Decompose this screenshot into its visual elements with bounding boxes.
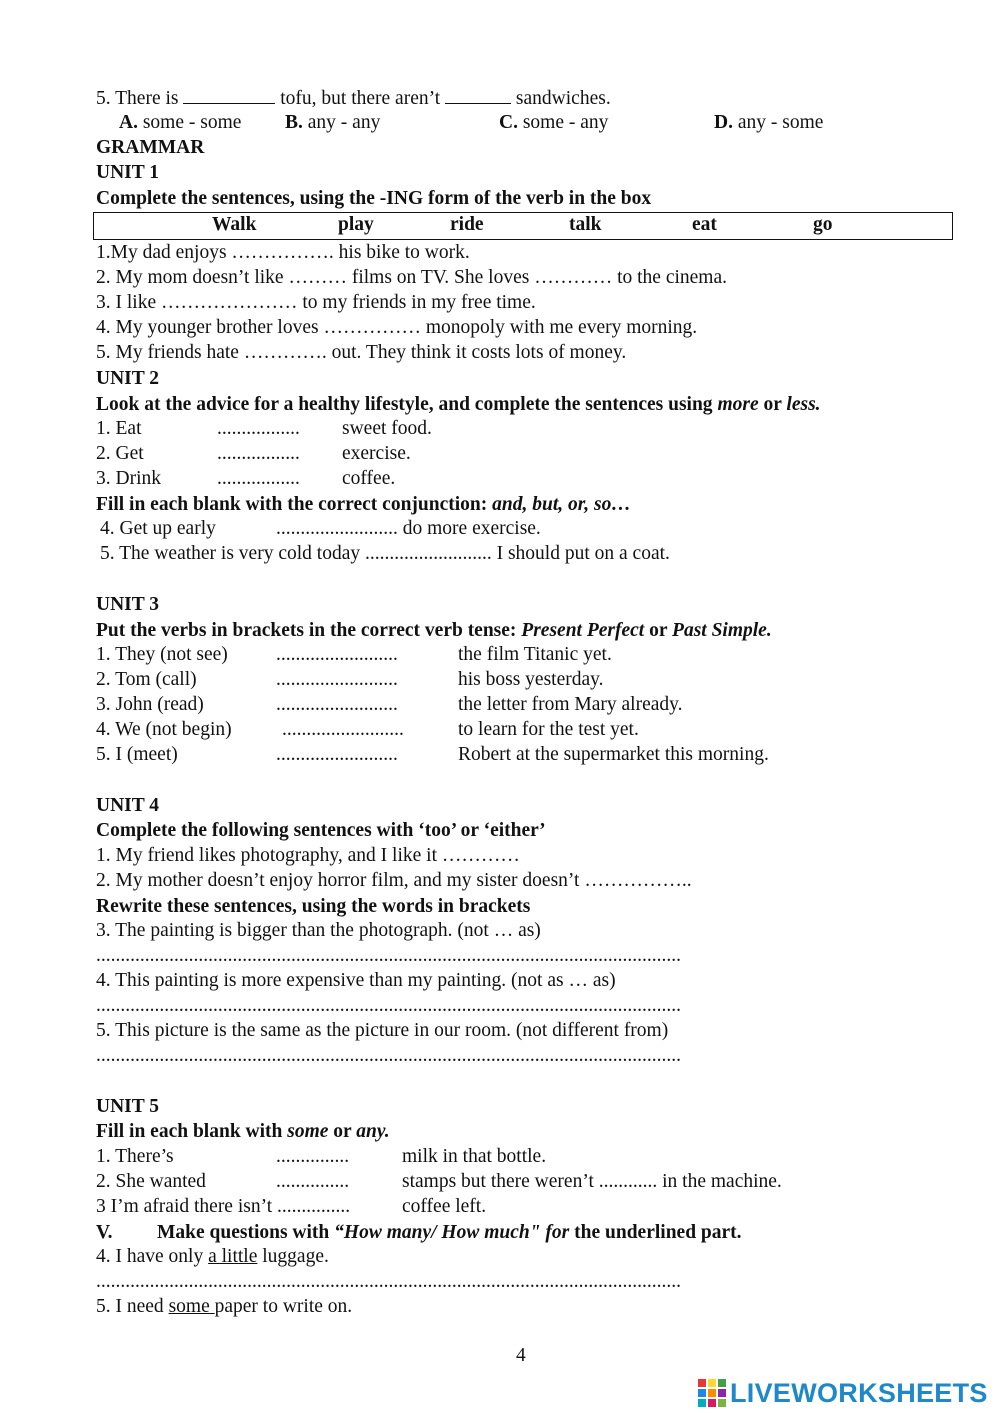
rewrite-question: 4. This painting is more expensive than my painting. (not as … as) <box>96 970 616 991</box>
question-answer-line[interactable]: ........................................................................................................................ <box>96 1271 681 1292</box>
option-b[interactable]: B. any - any <box>285 112 381 133</box>
answer-blank[interactable]: ......................... <box>276 694 398 715</box>
option-c[interactable]: C. some - any <box>499 112 609 133</box>
unit-3-rest: the letter from Mary already. <box>458 694 683 715</box>
answer-blank[interactable]: ......................... <box>276 744 398 765</box>
word-box-item: ride <box>450 214 484 235</box>
answer-blank[interactable]: ......................... <box>282 719 404 740</box>
unit-2-item-object: sweet food. <box>342 418 432 439</box>
unit-2-title: UNIT 2 <box>96 368 160 389</box>
unit-2-instruction: Look at the advice for a healthy lifestyle, and complete the sentences using more or less. <box>96 394 821 415</box>
answer-blank[interactable]: ................. <box>217 468 300 489</box>
answer-blank[interactable]: ......................... <box>276 644 398 665</box>
underlined-part: some <box>168 1296 215 1317</box>
unit-2-item-verb: 1. Eat <box>96 418 142 439</box>
some-any-rest: milk in that bottle. <box>402 1146 547 1167</box>
liveworksheets-logo <box>698 1378 988 1408</box>
grammar-heading: GRAMMAR <box>96 137 205 158</box>
unit-3-rest: his boss yesterday. <box>458 669 604 690</box>
conjunction-question[interactable]: 4. Get up early <box>100 518 216 539</box>
unit-2-item-verb: 3. Drink <box>96 468 161 489</box>
unit-1-question[interactable]: 3. I like ………………… to my friends in my free time. <box>96 292 536 313</box>
unit-1-question[interactable]: 1.My dad enjoys ……………. his bike to work. <box>96 242 470 263</box>
rewrite-question: 5. This picture is the same as the picture in our room. (not different from) <box>96 1020 669 1041</box>
section-v-instruction: Make questions with “How many/ How much" for the underlined part. <box>157 1222 742 1243</box>
logo-mark-icon <box>698 1379 726 1407</box>
some-any-rest[interactable]: stamps but there weren’t ............ in the machine. <box>402 1171 782 1192</box>
unit-5-title: UNIT 5 <box>96 1096 160 1117</box>
unit-1-instruction: Complete the sentences, using the -ING form of the verb in the box <box>96 188 652 209</box>
unit-2-item-verb: 2. Get <box>96 443 144 464</box>
word-box-item: go <box>813 214 833 235</box>
unit-3-rest: Robert at the supermarket this morning. <box>458 744 769 765</box>
some-any-subject: 1. There’s <box>96 1146 174 1167</box>
unit-1-question[interactable]: 5. My friends hate …………. out. They think it costs lots of money. <box>96 342 627 363</box>
unit-1-question[interactable]: 2. My mom doesn’t like ……… films on TV. She loves ………… to the cinema. <box>96 267 728 288</box>
question-5-any-some: 5. There is tofu, but there aren’t sandwiches. <box>96 88 611 109</box>
answer-blank[interactable]: ................. <box>217 418 300 439</box>
unit-2-item-object: coffee. <box>342 468 396 489</box>
word-box-item: talk <box>569 214 602 235</box>
some-any-subject[interactable]: 3 I’m afraid there isn’t ............... <box>96 1196 351 1217</box>
how-much-question: 5. I need some paper to write on. <box>96 1296 353 1317</box>
unit-3-subject-verb: 5. I (meet) <box>96 744 178 765</box>
word-box-item: play <box>338 214 374 235</box>
unit-3-subject-verb: 4. We (not begin) <box>96 719 232 740</box>
section-v-number: V. <box>96 1222 113 1243</box>
rewrite-answer-line[interactable]: ........................................................................................................................ <box>96 945 681 966</box>
logo-text: LIVEWORKSHEETS <box>730 1377 988 1408</box>
word-box-item: Walk <box>212 214 257 235</box>
some-any-instruction: Fill in each blank with some or any. <box>96 1121 390 1142</box>
unit-3-instruction: Put the verbs in brackets in the correct verb tense: Present Perfect or Past Simple. <box>96 620 772 641</box>
answer-blank[interactable] <box>445 86 511 104</box>
unit-3-subject-verb: 1. They (not see) <box>96 644 228 665</box>
page-number: 4 <box>516 1345 526 1366</box>
unit-3-subject-verb: 3. John (read) <box>96 694 204 715</box>
underlined-part: a little <box>208 1246 258 1267</box>
rewrite-instruction: Rewrite these sentences, using the words in brackets <box>96 896 531 917</box>
answer-blank[interactable]: ............... <box>276 1171 350 1192</box>
some-any-rest: coffee left. <box>402 1196 487 1217</box>
conjunction-instruction: Fill in each blank with the correct conjunction: and, but, or, so… <box>96 494 631 515</box>
rewrite-question: 3. The painting is bigger than the photograph. (not … as) <box>96 920 541 941</box>
unit-2-item-object: exercise. <box>342 443 411 464</box>
too-either-question[interactable]: 2. My mother doesn’t enjoy horror film, and my sister doesn’t …………….. <box>96 870 692 891</box>
unit-3-rest: the film Titanic yet. <box>458 644 612 665</box>
conjunction-question[interactable]: 5. The weather is very cold today .......................... I should put on a coat. <box>100 543 670 564</box>
word-box-item: eat <box>692 214 717 235</box>
unit-3-subject-verb: 2. Tom (call) <box>96 669 197 690</box>
too-either-question[interactable]: 1. My friend likes photography, and I like it ………… <box>96 845 520 866</box>
answer-blank[interactable]: ................. <box>217 443 300 464</box>
rewrite-answer-line[interactable]: ........................................................................................................................ <box>96 995 681 1016</box>
answer-blank[interactable]: ......................... <box>276 669 398 690</box>
unit-3-rest: to learn for the test yet. <box>458 719 639 740</box>
option-a[interactable]: A. some - some <box>119 112 242 133</box>
how-much-question: 4. I have only a little luggage. <box>96 1246 329 1267</box>
unit-1-question[interactable]: 4. My younger brother loves …………… monopoly with me every morning. <box>96 317 698 338</box>
answer-blank[interactable] <box>183 86 275 104</box>
option-d[interactable]: D. any - some <box>714 112 824 133</box>
unit-3-title: UNIT 3 <box>96 594 160 615</box>
too-either-instruction: Complete the following sentences with ‘too’ or ‘either’ <box>96 820 546 841</box>
answer-blank[interactable]: ......................... do more exercise. <box>276 518 541 539</box>
unit-1-title: UNIT 1 <box>96 162 160 183</box>
rewrite-answer-line[interactable]: ........................................................................................................................ <box>96 1045 681 1066</box>
unit-4-title: UNIT 4 <box>96 795 160 816</box>
answer-blank[interactable]: ............... <box>276 1146 350 1167</box>
some-any-subject: 2. She wanted <box>96 1171 206 1192</box>
